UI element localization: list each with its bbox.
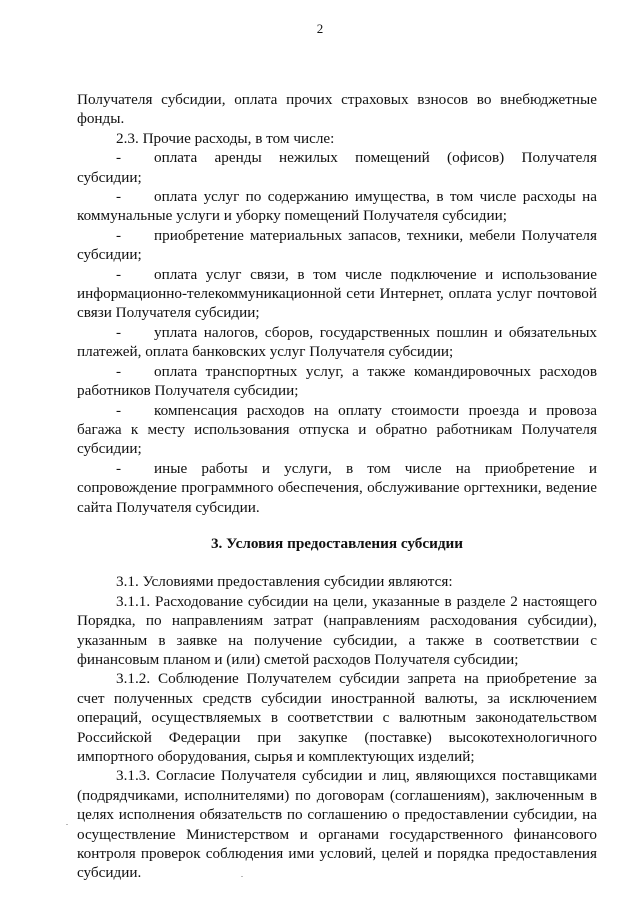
list-item-text: приобретение материальных запасов, техники, мебели Получателя субсидии; <box>77 226 597 264</box>
scan-speck <box>66 824 68 825</box>
page-number: 2 <box>316 21 324 36</box>
list-item <box>77 148 597 187</box>
list-item <box>77 401 597 459</box>
paragraph-3-1-3: 3.1.3. Согласие Получателя субсидии и лиц, являющихся поставщиками (подрядчиками, исполнителями) по договорам (соглашениям), заключенным в целях исполнения обязательств по соглашению о предоставлении субсидии, на осуществление Министерством и органами государственного финансового контроля проверок соблюдения ими условий, целей и порядка предоставления субсидии. <box>77 767 597 882</box>
list-item <box>77 187 597 226</box>
bullet-dash: - <box>116 459 122 477</box>
list-item-text: компенсация расходов на оплату стоимости проезда и провоза багажа к месту использования отпуска и обратно работникам Получателя субсидии; <box>77 401 597 458</box>
list-item-text: оплата транспортных услуг, а также командировочных расходов работников Получателя субсидии; <box>77 362 597 400</box>
list-item <box>77 362 597 401</box>
bullet-dash: - <box>116 265 122 283</box>
bullet-dash: - <box>116 323 122 341</box>
section-heading: 3. Условия предоставления субсидии <box>210 534 464 552</box>
list-item-text: иные работы и услуги, в том числе на приобретение и сопровождение программного обеспечения, обслуживание оргтехники, ведение сайта Получателя субсидии. <box>77 459 597 516</box>
paragraph-3-1-1: 3.1.1. Расходование субсидии на цели, указанные в разделе 2 настоящего Порядка, по направлениям затрат (направлениям расходования субсидии), указанным в заявке на получение субсидии, а также в соответствии с финансовым планом и (или) сметой расходов Получателя субсидии; <box>77 592 597 668</box>
scan-speck <box>241 876 243 877</box>
list-item <box>77 323 597 362</box>
list-item <box>77 226 597 265</box>
list-item-text: оплата услуг связи, в том числе подключение и использование информационно-телекоммуникационной сети Интернет, оплата услуг почтовой связи Получателя субсидии; <box>77 265 597 322</box>
list-item <box>77 459 597 517</box>
list-item-text: оплата услуг по содержанию имущества, в том числе расходы на коммунальные услуги и уборку помещений Получателя субсидии; <box>77 188 597 225</box>
list-item-text: уплата налогов, сборов, государственных пошлин и обязательных платежей, оплата банковских услуг Получателя субсидии; <box>77 323 597 361</box>
paragraph-3-1: 3.1. Условиями предоставления субсидии являются: <box>116 573 453 591</box>
paragraph-continuation: Получателя субсидии, оплата прочих страховых взносов во внебюджетные фонды. <box>77 91 597 128</box>
document-body <box>77 90 597 883</box>
list-item <box>77 265 597 323</box>
list-item-text: оплата аренды нежилых помещений (офисов) Получателя субсидии; <box>77 149 597 186</box>
bullet-dash: - <box>116 149 122 167</box>
bullet-dash: - <box>116 401 122 419</box>
bullet-dash: - <box>116 188 122 206</box>
paragraph-3-1-2: 3.1.2. Соблюдение Получателем субсидии запрета на приобретение за счет полученных средств субсидии иностранной валюты, за исключением операций, осуществляемых в соответствии с валютным законодательством Российской Федерации при закупке (поставке) высокотехнологичного импортного оборудования, сырья и комплектующих изделий; <box>77 670 597 765</box>
bullet-dash: - <box>116 226 122 244</box>
bullet-dash: - <box>116 362 122 380</box>
paragraph-2-3: 2.3. Прочие расходы, в том числе: <box>116 129 335 147</box>
